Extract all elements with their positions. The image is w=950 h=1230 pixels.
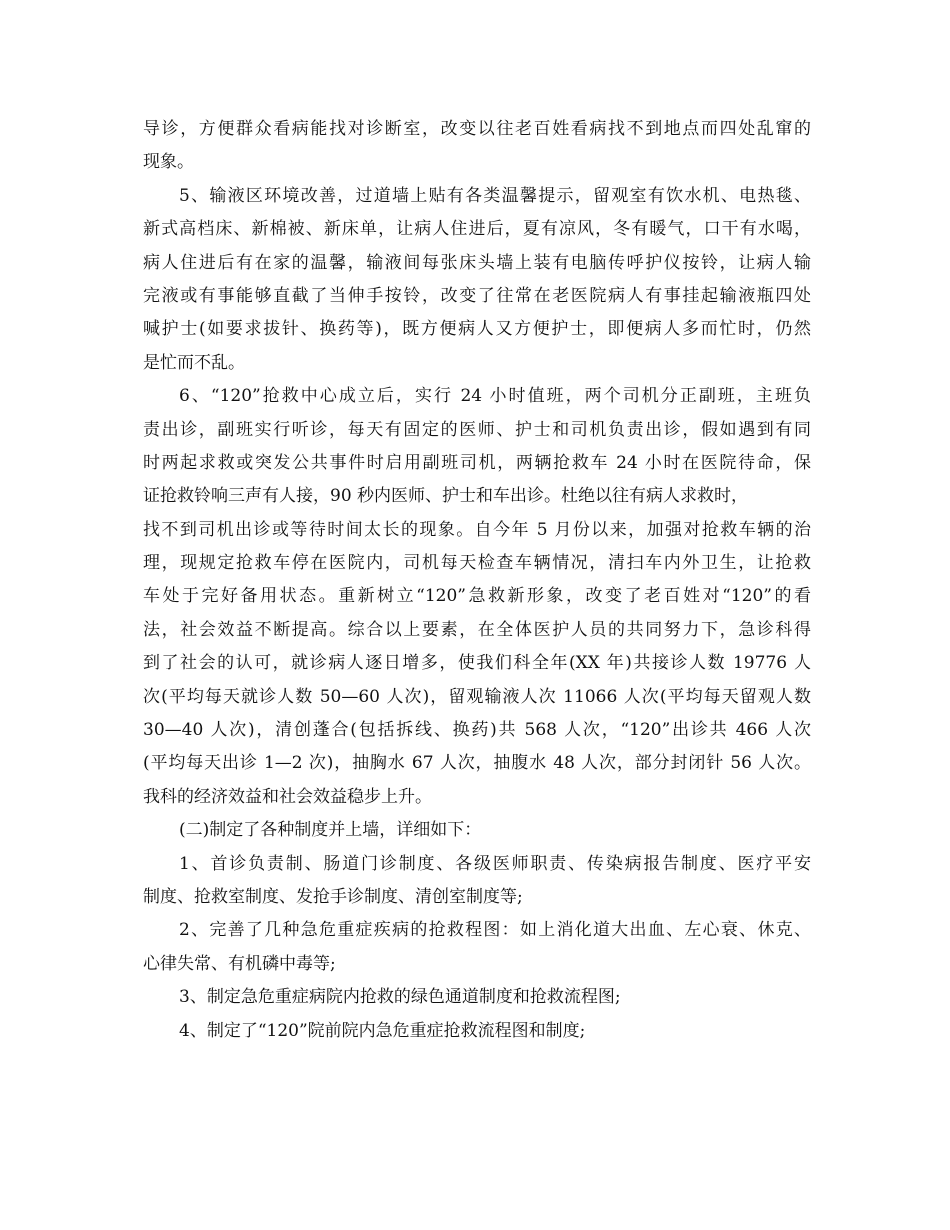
text-line: 1、首诊负责制、肠道门诊制度、各级医师职责、传染病报告制度、医疗平安 bbox=[179, 853, 811, 874]
text-line: 病人住进后有在家的温馨，输液间每张床头墙上装有电脑传呼护仪按铃，让病人输 bbox=[143, 252, 811, 273]
text-line: 责出诊，副班实行听诊，每天有固定的医师、护士和司机负责出诊，假如遇到有同 bbox=[143, 419, 811, 440]
text-line: 现象。 bbox=[143, 152, 194, 173]
text-line: 证抢救铃响三声有人接，90 秒内医师、护士和车出诊。杜绝以往有病人求救时， bbox=[143, 486, 749, 507]
text-line: 喊护士(如要求拔针、换药等)，既方便病人又方便护士，即便病人多而忙时，仍然 bbox=[143, 319, 811, 340]
text-line: 心律失常、有机磷中毒等; bbox=[143, 953, 336, 974]
text-line: 4、制定了“120”院前院内急危重症抢救流程图和制度; bbox=[179, 1020, 586, 1041]
text-line: 新式高档床、新棉被、新床单，让病人住进后，夏有凉风，冬有暖气，口干有水喝， bbox=[143, 219, 811, 240]
text-line: 我科的经济效益和社会效益稳步上升。 bbox=[143, 786, 432, 807]
text-line: 法，社会效益不断提高。综合以上要素，在全体医护人员的共同努力下，急诊科得 bbox=[143, 619, 811, 640]
document-body bbox=[143, 113, 811, 1048]
text-line: 制度、抢救室制度、发抢手诊制度、清创室制度等; bbox=[143, 886, 523, 907]
text-line: 时两起求救或突发公共事件时启用副班司机，两辆抢救车 24 小时在医院待命，保 bbox=[143, 452, 811, 473]
text-line: 理，现规定抢救车停在医院内，司机每天检查车辆情况，清扫车内外卫生，让抢救 bbox=[143, 553, 811, 574]
text-line: 2、完善了几种急危重症疾病的抢救程图：如上消化道大出血、左心衰、休克、 bbox=[179, 920, 811, 941]
text-line: 车处于完好备用状态。重新树立“120”急救新形象，改变了老百姓对“120”的看 bbox=[143, 586, 811, 607]
text-line: 6、“120”抢救中心成立后，实行 24 小时值班，两个司机分正副班，主班负 bbox=[179, 386, 811, 407]
text-line: 3、制定急危重症病院内抢救的绿色通道制度和抢救流程图; bbox=[179, 987, 621, 1008]
text-line: 30—40 人次)，清创蓬合(包括拆线、换药)共 568 人次，“120”出诊共 466 人次 bbox=[143, 720, 811, 741]
text-line: (平均每天出诊 1—2 次)，抽胸水 67 人次，抽腹水 48 人次，部分封闭针 56 人次。 bbox=[143, 753, 811, 774]
text-line: 次(平均每天就诊人数 50—60 人次)，留观输液人次 11066 人次(平均每天留观人数 bbox=[143, 686, 811, 707]
text-line: 找不到司机出诊或等待时间太长的现象。自今年 5 月份以来，加强对抢救车辆的治 bbox=[143, 519, 811, 540]
section-heading: (二)制定了各种制度并上墙，详细如下： bbox=[179, 820, 482, 841]
text-line: 是忙而不乱。 bbox=[143, 352, 245, 373]
text-line: 导诊，方便群众看病能找对诊断室，改变以往老百姓看病找不到地点而四处乱窜的 bbox=[143, 119, 811, 139]
text-line: 到了社会的认可，就诊病人逐日增多，使我们科全年(XX 年)共接诊人数 19776 人 bbox=[143, 653, 811, 674]
text-line: 完液或有事能够直截了当伸手按铃，改变了往常在老医院病人有事挂起输液瓶四处 bbox=[143, 285, 811, 306]
text-line: 5、输液区环境改善，过道墙上贴有各类温馨提示，留观室有饮水机、电热毯、 bbox=[179, 185, 811, 206]
